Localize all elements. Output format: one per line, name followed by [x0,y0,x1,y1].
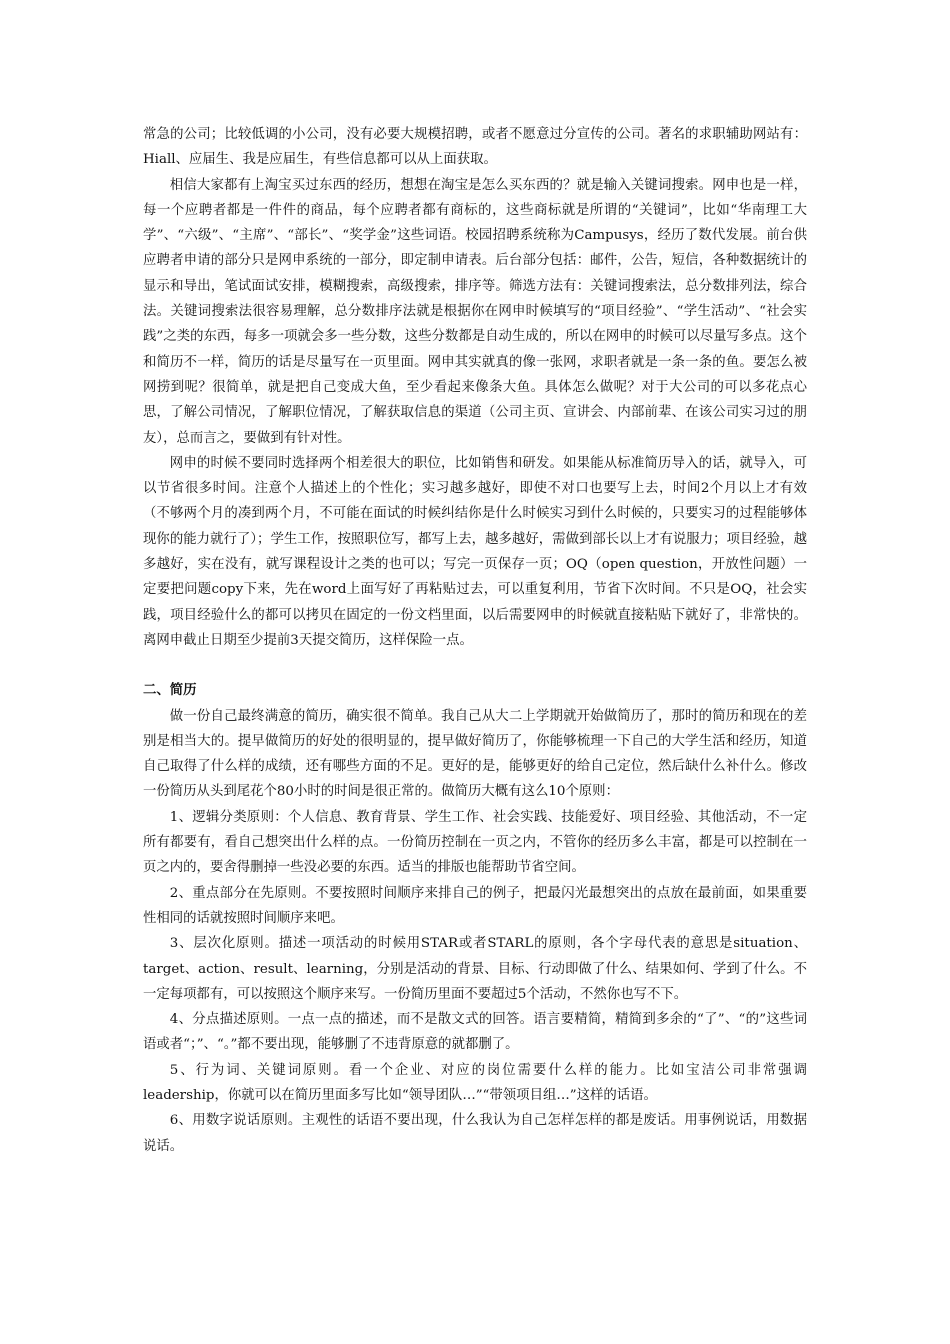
principle-5: 5、行为词、关键词原则。看一个企业、对应的岗位需要什么样的能力。比如宝洁公司非常强调leadership，你就可以在简历里面多写比如“领导团队…”“带领项目组…”这样的话语。 [143,1062,807,1103]
principle-2: 2、重点部分在先原则。不要按照时间顺序来排自己的例子，把最闪光最想突出的点放在最前面，如果重要性相同的话就按照时间顺序来吧。 [143,885,807,926]
paragraph-online-application-keywords: 相信大家都有上淘宝买过东西的经历，想想在淘宝是怎么买东西的？就是输入关键词搜索。网申也是一样，每一个应聘者都是一件件的商品，每个应聘者都有商标的，这些商标就是所谓的“关键词”，比如“华南理工大学”、“六级”、“主席”、“部长”、“奖学金”这些词语。校园招聘系统称为Campusys，经历了数代发展。前台供应聘者申请的部分只是网申系统的一部分，即定制申请表。后台部分包括：邮件，公告，短信，各种数据统计的显示和导出，笔试面试安排，模糊搜索，高级搜索，排序等。筛选方法有：关键词搜索法，总分数排列法，综合法。关键词搜索法很容易理解，总分数排序法就是根据你在网申时候填写的“项目经验”、“学生活动”、“社会实践”之类的东西，每多一项就会多一些分数，这些分数都是自动生成的，所以在网申的时候可以尽量写多点。这个和简历不一样，简历的话是尽量写在一页里面。网申其实就真的像一张网，求职者就是一条一条的鱼。要怎么被网捞到呢？很简单，就是把自己变成大鱼，至少看起来像条大鱼。具体怎么做呢？对于大公司的可以多花点心思，了解公司情况，了解职位情况，了解获取信息的渠道（公司主页、宣讲会、内部前辈、在该公司实习过的朋友），总而言之，要做到有针对性。 [143,177,807,446]
document-page [143,122,807,1159]
principle-4: 4、分点描述原则。一点一点的描述，而不是散文式的回答。语言要精简，精简到多余的“了”、“的”这些词语或者“；”、“。”都不要出现，能够删了不违背原意的就都删了。 [143,1012,807,1053]
paragraph-intro-continued: 常急的公司；比较低调的小公司，没有必要大规模招聘，或者不愿意过分宣传的公司。著名的求职辅助网站有：Hiall、应届生、我是应届生，有些信息都可以从上面获取。 [143,127,807,168]
principle-6: 6、用数字说话原则。主观性的话语不要出现，什么我认为自己怎样怎样的都是废话。用事例说话，用数据说话。 [143,1113,807,1154]
section-heading-resume: 二、简历 [143,683,197,699]
paragraph-online-application-tips: 网申的时候不要同时选择两个相差很大的职位，比如销售和研发。如果能从标准简历导入的话，就导入，可以节省很多时间。注意个人描述上的个性化；实习越多越好，即使不对口也要写上去，时间2个月以上才有效（不够两个月的凑到两个月，不可能在面试的时候纠结你是什么时候实习到什么时候的，只要实习的过程能够体现你的能力就行了）；学生工作，按照职位写，都写上去，越多越好，需做到部长以上才有说服力；项目经验，越多越好，实在没有，就写课程设计之类的也可以；写完一页保存一页；OQ（open question，开放性问题）一定要把问题copy下来，先在word上面写好了再粘贴过去，可以重复利用，节省下次时间。不只是OQ，社会实践，项目经验什么的都可以拷贝在固定的一份文档里面，以后需要网申的时候就直接粘贴下就好了，非常快的。离网申截止日期至少提前3天提交简历，这样保险一点。 [143,455,807,648]
principle-1: 1、逻辑分类原则：个人信息、教育背景、学生工作、社会实践、技能爱好、项目经验、其他活动，不一定所有都要有，看自己想突出什么样的点。一份简历控制在一页之内，不管你的经历多么丰富，都是可以控制在一页之内的，要舍得删掉一些没必要的东西。适当的排版也能帮助节省空间。 [143,809,807,876]
section-spacer [143,653,807,678]
principle-3: 3、层次化原则。描述一项活动的时候用STAR或者STARL的原则，各个字母代表的意思是situation、target、action、result、learning，分别是活动的背景、目标、行动即做了什么、结果如何、学到了什么。不一定每项都有，可以按照这个顺序来写。一份简历里面不要超过5个活动，不然你也写不下。 [143,936,807,1002]
paragraph-resume-intro: 做一份自己最终满意的简历，确实很不简单。我自己从大二上学期就开始做简历了，那时的简历和现在的差别是相当大的。提早做简历的好处的很明显的，提早做好简历了，你能够梳理一下自己的大学生活和经历，知道自己取得了什么样的成绩，还有哪些方面的不足。更好的是，能够更好的给自己定位，然后缺什么补什么。修改一份简历从头到尾花个80小时的时间是很正常的。做简历大概有这么10个原则： [143,708,807,800]
